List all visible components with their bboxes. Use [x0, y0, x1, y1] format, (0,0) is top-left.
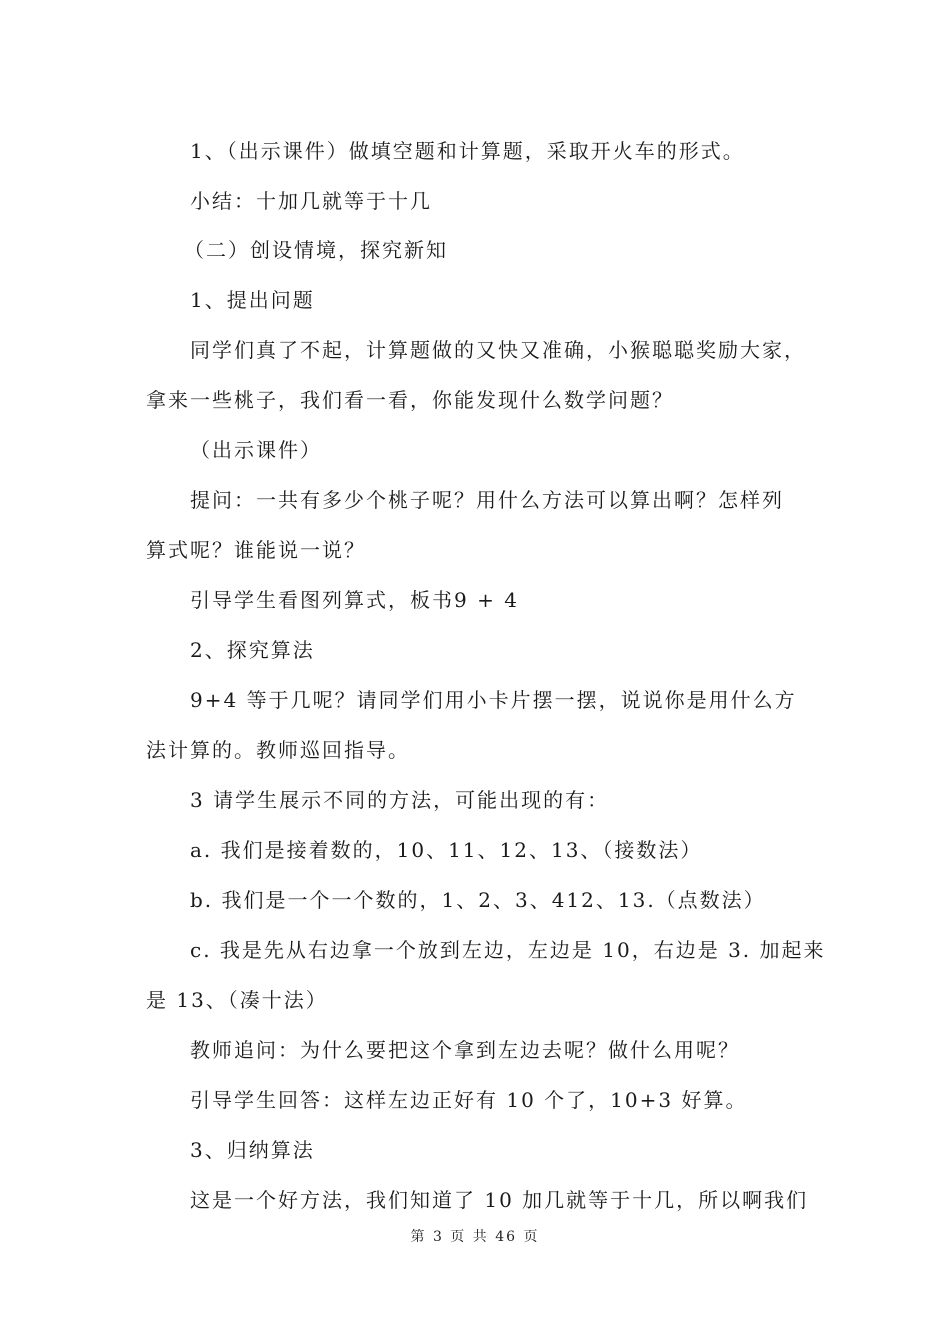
paragraph-line: 法计算的。教师巡回指导。	[146, 738, 410, 762]
paragraph-line: 引导学生看图列算式，板书9 + 4	[190, 588, 519, 612]
list-item: c. 我是先从右边拿一个放到左边，左边是 10，右边是 3. 加起来	[190, 938, 826, 962]
paragraph-line: （出示课件）	[190, 438, 322, 462]
subsection-heading: 1、提出问题	[190, 288, 315, 312]
paragraph-line: 引导学生回答：这样左边正好有 10 个了，10+3 好算。	[190, 1088, 748, 1112]
subsection-heading: 3、归纳算法	[190, 1138, 315, 1162]
paragraph-line: 教师追问：为什么要把这个拿到左边去呢？做什么用呢？	[190, 1038, 740, 1062]
paragraph-line: 同学们真了不起，计算题做的又快又准确，小猴聪聪奖励大家，	[190, 338, 806, 362]
paragraph-line: 这是一个好方法，我们知道了 10 加几就等于十几，所以啊我们	[190, 1188, 809, 1212]
paragraph-line: 1、（出示课件）做填空题和计算题，采取开火车的形式。	[190, 139, 745, 163]
paragraph-line: 小结：十加几就等于十几	[190, 189, 432, 213]
subsection-heading: 2、探究算法	[190, 638, 315, 662]
list-item-continuation: 是 13、（凑十法）	[146, 988, 328, 1012]
list-item: b. 我们是一个一个数的，1、2、3、412、13.（点数法）	[190, 888, 766, 912]
paragraph-line: 拿来一些桃子，我们看一看，你能发现什么数学问题？	[146, 388, 674, 412]
paragraph-line: 9+4 等于几呢？请同学们用小卡片摆一摆，说说你是用什么方	[190, 688, 797, 712]
list-item: a. 我们是接着数的，10、11、12、13、（接数法）	[190, 838, 703, 862]
section-heading: （二）创设情境，探究新知	[184, 238, 448, 262]
page-number-footer: 第 3 页 共 46 页	[410, 1229, 540, 1245]
paragraph-line: 提问：一共有多少个桃子呢？用什么方法可以算出啊？怎样列	[190, 488, 784, 512]
paragraph-line: 3 请学生展示不同的方法，可能出现的有：	[190, 788, 610, 812]
paragraph-line: 算式呢？谁能说一说？	[146, 538, 366, 562]
